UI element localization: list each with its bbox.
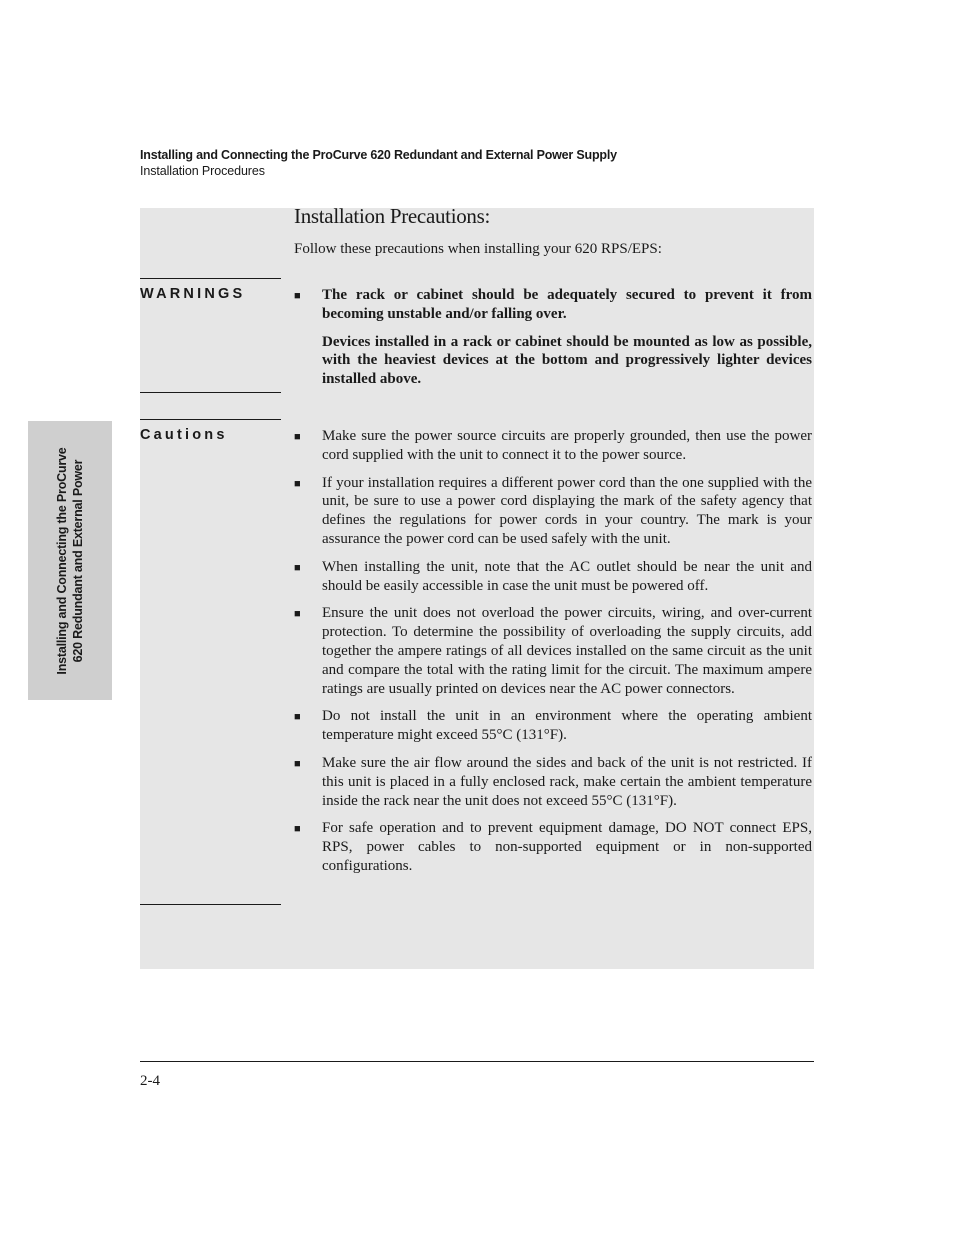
cautions-list [294, 427, 812, 885]
caution-item [294, 474, 812, 549]
section-intro: Follow these precautions when installing your 620 RPS/EPS: [294, 241, 662, 257]
bullet-icon: ■ [294, 561, 301, 574]
warning-paragraph: Devices installed in a rack or cabinet should be mounted as low as possible, with the heaviest devices at the bottom and progressively lighter devices installed above. [322, 333, 812, 388]
running-head-subtitle: Installation Procedures [140, 164, 265, 178]
caution-text: Ensure the unit does not overload the power circuits, wiring, and over-current protection. To determine the possibility of overloading the supply circuits, add together the ampere ratings of all devices installed on the same circuit as the unit and compare the total with the rating limit for the circuit. The maximum ampere ratings are usually printed on devices near the AC power connectors. [322, 605, 812, 697]
caution-item [294, 754, 812, 810]
bullet-icon: ■ [294, 608, 301, 621]
caution-text: Do not install the unit in an environment where the operating ambient temperature might exceed 55°C (131°F). [322, 708, 812, 744]
caution-text: If your installation requires a different power cord than the one supplied with the unit, be sure to use a power cord displaying the mark of the safety agency that defines the regulations for power cords in your country. The mark is your assurance the power cord can be used safely with the unit. [322, 474, 812, 547]
side-tab-line-1: Installing and Connecting the ProCurve [55, 446, 69, 675]
section-heading: Installation Precautions: [294, 204, 491, 228]
running-head [140, 147, 617, 179]
bullet-icon: ■ [294, 290, 301, 302]
caution-item [294, 819, 812, 875]
warnings-list [294, 286, 812, 398]
warning-item [294, 286, 812, 389]
caution-text: When installing the unit, note that the AC outlet should be near the unit and should be easily accessible in case the unit must be powered off. [322, 558, 812, 594]
caution-item [294, 427, 812, 465]
cautions-bottom-rule [140, 904, 281, 905]
bullet-icon: ■ [294, 757, 301, 770]
warnings-label: WARNINGS [140, 286, 246, 302]
cautions-label: Cautions [140, 427, 228, 443]
caution-item [294, 558, 812, 596]
side-tab-line-2: 620 Redundant and External Power [71, 459, 85, 662]
caution-text: Make sure the power source circuits are properly grounded, then use the power cord supplied with the unit to connect it to the power source. [322, 428, 812, 463]
footer-rule [140, 1061, 814, 1062]
caution-item [294, 707, 812, 745]
caution-text: Make sure the air flow around the sides and back of the unit is not restricted. If this unit is placed in a fully enclosed rack, make certain the ambient temperature inside the rack near the unit does not exceed 55°C (131°F). [322, 754, 812, 809]
bullet-icon: ■ [294, 431, 301, 443]
page-number: 2-4 [140, 1073, 160, 1089]
warnings-bottom-rule [140, 392, 281, 393]
warnings-top-rule [140, 278, 281, 279]
bullet-icon: ■ [294, 711, 301, 724]
chapter-side-tab [28, 421, 112, 700]
caution-item [294, 604, 812, 698]
cautions-top-rule [140, 419, 281, 420]
warning-paragraph: The rack or cabinet should be adequately secured to prevent it from becoming unstable and/or falling over. [322, 287, 812, 322]
bullet-icon: ■ [294, 823, 301, 836]
caution-text: For safe operation and to prevent equipment damage, DO NOT connect EPS, RPS, power cables to non-supported equipment or in non-supported configurations. [322, 820, 812, 874]
bullet-icon: ■ [294, 477, 301, 490]
running-head-title: Installing and Connecting the ProCurve 620 Redundant and External Power Supply [140, 148, 617, 162]
